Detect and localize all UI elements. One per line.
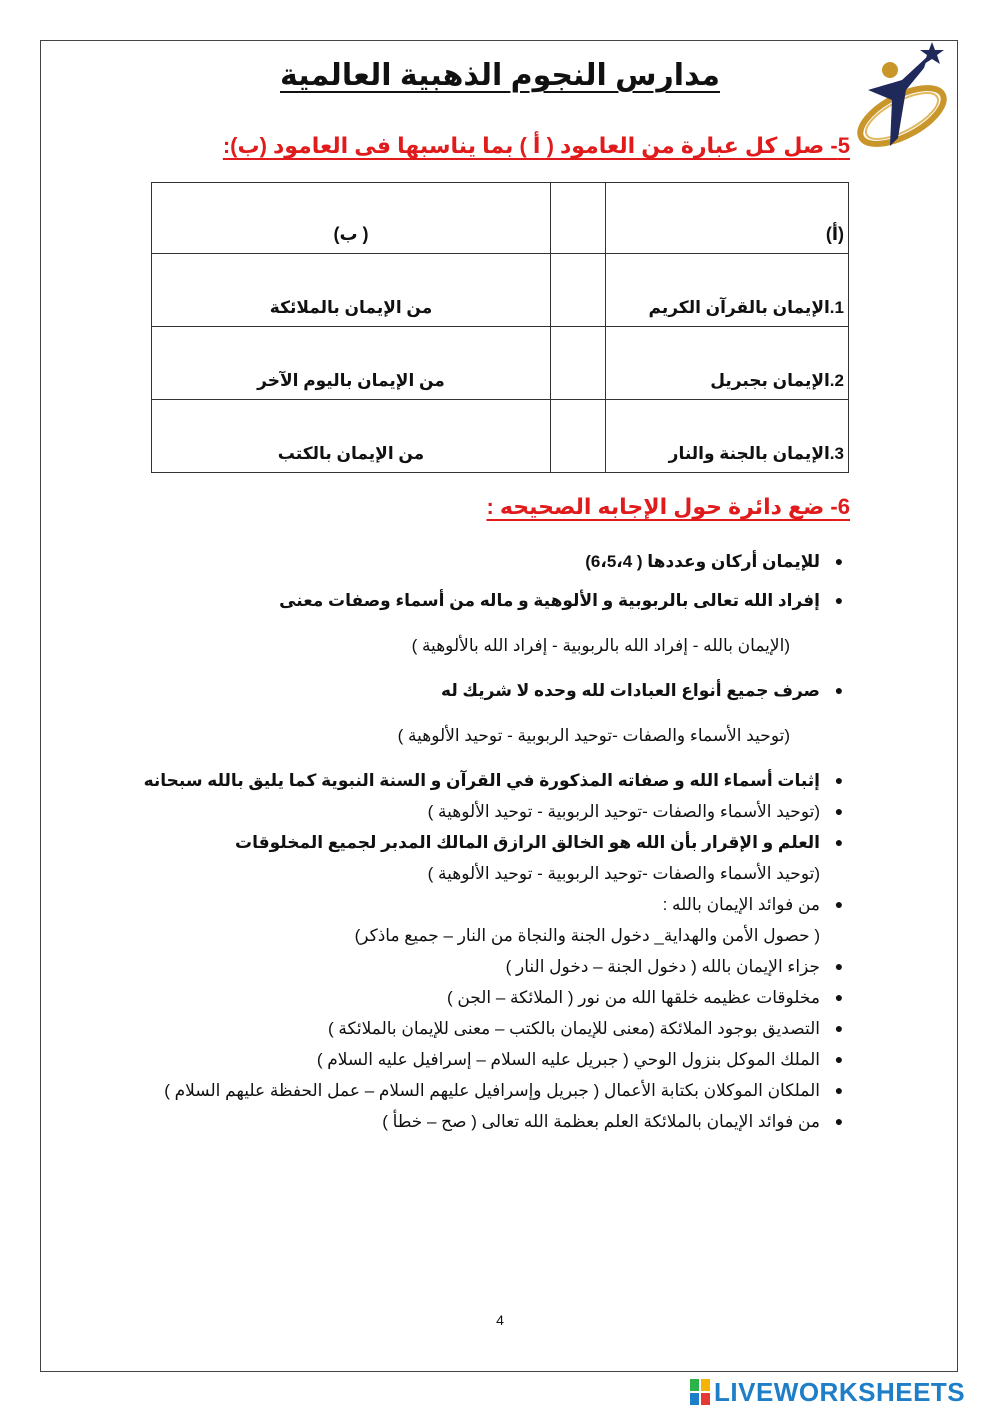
question6-list [143, 546, 844, 1137]
item-text[interactable]: من فوائد الإيمان بالملائكة العلم بعظمة الله تعالى ( صح – خطأ ) [382, 1112, 820, 1131]
col-a-cell: 2.الإيمان بجبريل [606, 327, 849, 400]
table-row [152, 254, 849, 327]
list-item[interactable] [160, 982, 844, 1013]
options-text[interactable]: (توحيد الأسماء والصفات -توحيد الربوبية - توحيد الألوهية ) [397, 726, 790, 745]
list-item[interactable] [160, 951, 844, 982]
item-text[interactable]: مخلوقات عظيمه خلقها الله من نور ( الملائكة – الجن ) [446, 988, 820, 1007]
liveworksheets-badge-icon [690, 1379, 710, 1405]
options-text[interactable]: (الإيمان بالله - إفراد الله بالربوبية - إفراد الله بالألوهية ) [411, 636, 790, 655]
item-text: إثبات أسماء الله و صفاته المذكورة في القرآن و السنة النبوية كما يليق بالله سبحانه [143, 771, 820, 790]
question5-heading: 5- صل كل عبارة من العامود ( أ ) بما يناسبها فى العامود (ب): [222, 133, 850, 158]
bullet-icon: ● [834, 958, 844, 974]
col-a-cell: 1.الإيمان بالقرآن الكريم [606, 254, 849, 327]
bullet-icon: ● [834, 682, 844, 698]
col-b-cell: من الإيمان بالكتب [152, 400, 551, 473]
col-a-header: (أ) [606, 183, 849, 254]
answer-options[interactable] [160, 858, 820, 889]
item-text: صرف جميع أنواع العبادات لله وحده لا شريك له [441, 681, 820, 700]
list-item[interactable] [160, 1044, 844, 1075]
item-text: للإيمان أركان وعددها ( 6،5،4) [585, 552, 820, 571]
answer-options[interactable] [160, 720, 790, 751]
col-b-header: ( ب) [152, 183, 551, 254]
list-item[interactable] [160, 1013, 844, 1044]
question6-heading: 6- ضع دائرة حول الإجابه الصحيحه : [486, 494, 850, 519]
bullet-icon: ● [834, 1113, 844, 1129]
school-title: مدارس النجوم الذهبية العالمية [280, 59, 720, 92]
item-text: إفراد الله تعالى بالربوبية و الألوهية و ماله من أسماء وصفات معنى [279, 591, 820, 610]
bullet-icon: ● [834, 803, 844, 819]
list-item [160, 827, 844, 858]
col-b-cell: من الإيمان باليوم الآخر [152, 327, 551, 400]
list-item [160, 675, 844, 706]
list-item[interactable] [160, 1106, 844, 1137]
answer-options[interactable] [160, 630, 790, 661]
bullet-icon: ● [834, 896, 844, 912]
col-b-cell: من الإيمان بالملائكة [152, 254, 551, 327]
options-text[interactable]: (توحيد الأسماء والصفات -توحيد الربوبية - توحيد الألوهية ) [427, 802, 820, 821]
bullet-icon: ● [834, 553, 844, 569]
bullet-icon: ● [834, 1082, 844, 1098]
liveworksheets-watermark [690, 1376, 990, 1408]
item-text[interactable]: التصديق بوجود الملائكة (معنى للإيمان بالكتب – معنى للإيمان بالملائكة ) [327, 1019, 820, 1038]
item-text[interactable]: الملك الموكل بنزول الوحي ( جبريل عليه السلام – إسرافيل عليه السلام ) [316, 1050, 820, 1069]
page-number: 4 [496, 1312, 504, 1328]
answer-cell[interactable] [551, 183, 606, 254]
options-text[interactable]: (توحيد الأسماء والصفات -توحيد الربوبية - توحيد الألوهية ) [427, 864, 820, 883]
list-item [160, 546, 844, 577]
col-a-cell: 3.الإيمان بالجنة والنار [606, 400, 849, 473]
bullet-icon: ● [834, 772, 844, 788]
item-text: من فوائد الإيمان بالله : [662, 895, 820, 914]
item-text[interactable]: جزاء الإيمان بالله ( دخول الجنة – دخول النار ) [505, 957, 820, 976]
list-item[interactable] [120, 1075, 844, 1106]
table-row [152, 327, 849, 400]
bullet-icon: ● [834, 1020, 844, 1036]
options-text[interactable]: ( حصول الأمن والهداية_ دخول الجنة والنجاة من النار – جميع ماذكر) [354, 926, 820, 945]
list-item[interactable] [160, 796, 844, 827]
answer-cell[interactable] [551, 254, 606, 327]
list-item [160, 585, 844, 616]
item-text[interactable]: الملكان الموكلان بكتابة الأعمال ( جبريل وإسرافيل عليهم السلام – عمل الحفظة عليهم السلام ) [164, 1081, 820, 1100]
list-item [128, 765, 844, 796]
answer-cell[interactable] [551, 327, 606, 400]
table-row [152, 400, 849, 473]
bullet-icon: ● [834, 989, 844, 1005]
table-header-row [152, 183, 849, 254]
watermark-text: LIVEWORKSHEETS [714, 1376, 966, 1407]
answer-options[interactable] [160, 920, 820, 951]
item-text: العلم و الإقرار بأن الله هو الخالق الرازق المالك المدبر لجميع المخلوقات [235, 833, 820, 852]
bullet-icon: ● [834, 1051, 844, 1067]
matching-table [151, 182, 849, 473]
answer-cell[interactable] [551, 400, 606, 473]
list-item [160, 889, 844, 920]
bullet-icon: ● [834, 592, 844, 608]
bullet-icon: ● [834, 834, 844, 850]
